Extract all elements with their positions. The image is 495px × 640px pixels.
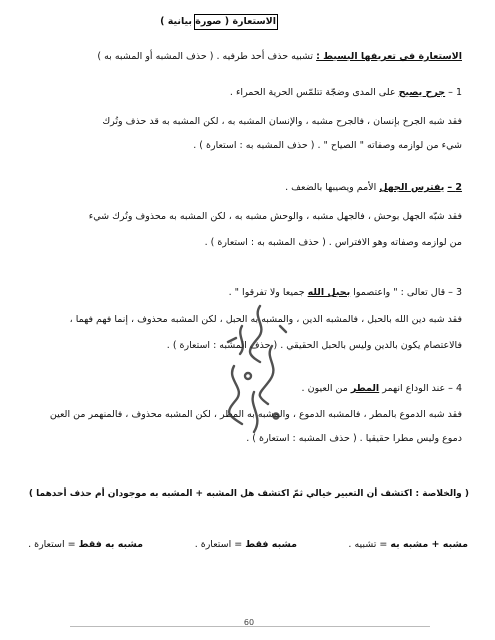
rule-term: مشبه به فقط [78, 539, 143, 550]
example-2-lead [285, 181, 462, 195]
example-prefix: عند الوداع انهمر [379, 383, 449, 394]
example-4-line-2: دموع وليس مطرا حقيقيا . ( حذف المشبه : استعارة ) . [246, 433, 462, 444]
rule-simile [348, 538, 468, 552]
example-prefix: قال تعالى : " واعتصموا [350, 287, 449, 298]
page-number: 60 [243, 618, 255, 627]
example-number: 4 – [448, 383, 462, 394]
example-2-line-2: من لوازمه وصفاته وهو الافتراس . ( حذف المشبه به : استعارة ) . [204, 237, 462, 248]
rule-term: مشبه + مشبه به [390, 539, 468, 550]
example-1-line-1: فقد شبه الجرح بإنسان ، فالجرح مشبه ، والإنسان المشبه به ، لكن المشبه به قد حذف وتُرك [102, 116, 462, 127]
example-number: 2 – [447, 182, 462, 193]
page-title: الاستعارة ( صورة بيانية ) [160, 16, 276, 27]
rule-result: = استعارة . [194, 539, 246, 550]
definition-line [97, 50, 462, 64]
example-number: 3 – [448, 287, 462, 298]
example-3-line-1: فقد شبه دين الله بالحبل ، فالمشبه الدين ، والمشبه به الحبل ، لكن المشبه محذوف ، إنما فهم فهما ، [69, 314, 462, 325]
rule-result: = تشبيه . [348, 539, 391, 550]
example-3-lead [229, 286, 462, 300]
example-highlight: بحبل الله [307, 287, 351, 298]
example-1-line-2: شيء من لوازمه وصفاته " الصياح " . ( حذف المشبه به : استعارة ) . [193, 140, 462, 151]
example-highlight: يفترس الجهل [379, 182, 445, 193]
example-1-lead [230, 86, 462, 100]
example-4-line-1: فقد شبه الدموع بالمطر ، فالمشبه الدموع ، والمشبه به المطر ، لكن المشبه محذوف ، فالمنهمر من العين [49, 409, 462, 420]
summary-line: ( والخلاصة : اكتشف أن التعبير خيالي ثمّ اكتشف هل المشبه + المشبه به موجودان أم حذف أحدهما ) [28, 489, 469, 499]
example-3-line-2: فالاعتصام يكون بالدين وليس بالحبل الحقيقي . ( حذف المشبه : استعارة ) . [166, 340, 462, 351]
definition-text: تشبيه حذف أحد طرفيه . ( حذف المشبه أو المشبه به ) [97, 51, 317, 62]
example-number: 1 – [448, 87, 462, 98]
example-4-lead [302, 382, 462, 396]
rule-term: مشبه فقط [245, 539, 297, 550]
rule-metaphor-vehicle [28, 538, 143, 552]
example-highlight: المطر [350, 383, 380, 394]
rule-metaphor-tenor [195, 538, 297, 552]
example-lead-text: من العيون . [301, 383, 351, 394]
example-2-line-1: فقد شبّه الجهل بوحش ، فالجهل مشبه ، والوحش مشبه به ، لكن المشبه به محذوف وتُرك شيء [88, 211, 462, 222]
example-lead-text: الأمم ويصيبها بالضعف . [285, 182, 380, 193]
example-lead-text: جميعا ولا تفرقوا " . [228, 287, 308, 298]
definition-label: الاستعارة في تعريفها البسيط : [316, 51, 462, 62]
example-highlight: جرح يصيح [398, 87, 446, 98]
example-lead-text: على المدى وضجّة تتلمّس الحرية الحمراء . [229, 87, 399, 98]
rule-result: = استعارة . [28, 539, 79, 550]
